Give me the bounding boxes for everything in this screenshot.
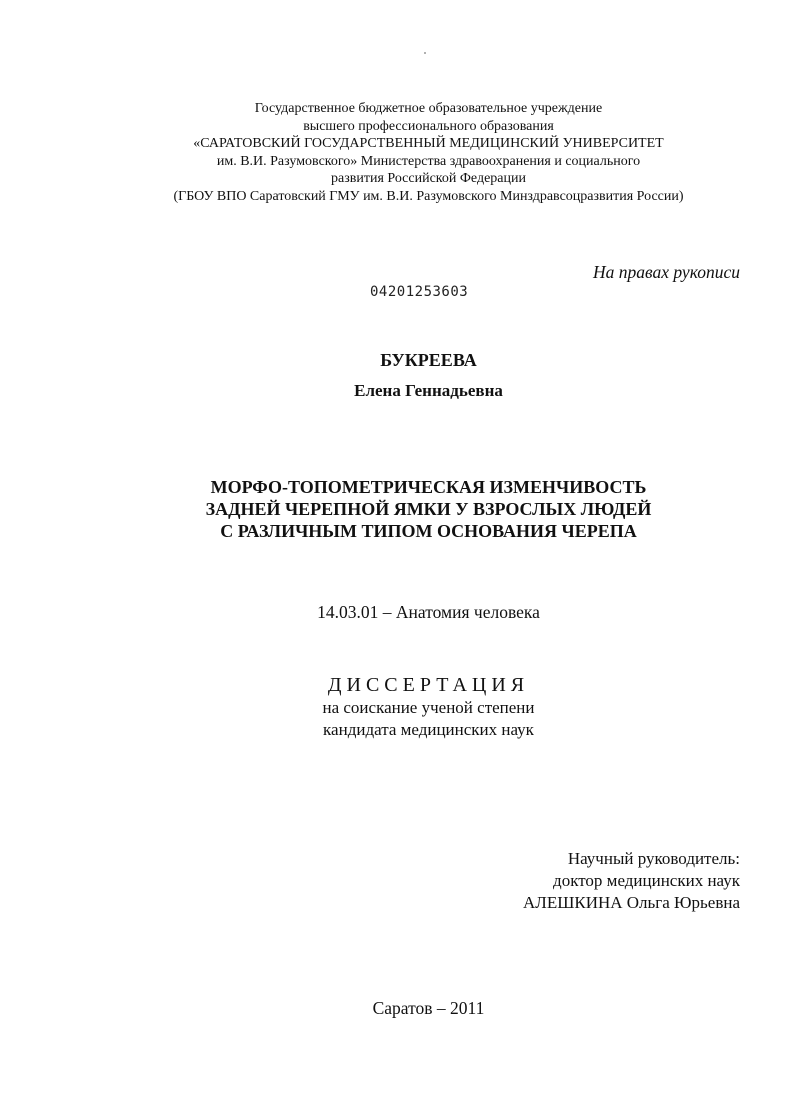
title-line: ЗАДНЕЙ ЧЕРЕПНОЙ ЯМКИ У ВЗРОСЛЫХ ЛЮДЕЙ — [205, 499, 652, 519]
scan-speck — [424, 52, 426, 54]
degree-line: кандидата медицинских наук — [323, 720, 534, 739]
supervisor-line: доктор медицинских наук — [553, 871, 740, 890]
supervisor-line: Научный руководитель: — [567, 849, 740, 868]
document-type: ДИССЕРТАЦИЯ — [327, 674, 530, 696]
supervisor-line: АЛЕШКИНА Ольга Юрьевна — [523, 893, 740, 912]
institution-header — [30, 100, 797, 205]
institution-line: развития Российской Федерации — [330, 171, 526, 186]
supervisor-block — [523, 848, 740, 914]
institution-line: (ГБОУ ВПО Саратовский ГМУ им. В.И. Разумовского Минздравсоцразвития России) — [173, 188, 684, 204]
dissertation-title — [30, 476, 797, 542]
title-line: МОРФО-ТОПОМЕТРИЧЕСКАЯ ИЗМЕНЧИВОСТЬ — [210, 477, 647, 497]
institution-line: Государственное бюджетное образовательное учреждение — [254, 101, 603, 116]
degree-statement — [30, 697, 797, 741]
author-given-names: Елена Геннадьевна — [354, 381, 503, 400]
title-line: С РАЗЛИЧНЫМ ТИПОМ ОСНОВАНИЯ ЧЕРЕПА — [220, 521, 637, 541]
institution-line: «САРАТОВСКИЙ ГОСУДАРСТВЕННЫЙ МЕДИЦИНСКИЙ УНИВЕРСИТЕТ — [193, 136, 664, 151]
author-surname: БУКРЕЕВА — [380, 350, 477, 370]
degree-line: на соискание ученой степени — [322, 698, 535, 717]
registry-code: 04201253603 — [370, 284, 469, 300]
institution-line: им. В.И. Разумовского» Министерства здравоохранения и социального — [216, 153, 641, 169]
city-year: Саратов – 2011 — [372, 998, 485, 1018]
manuscript-note: На правах рукописи — [593, 262, 740, 282]
institution-line: высшего профессионального образования — [303, 118, 554, 134]
specialty-code: 14.03.01 – Анатомия человека — [317, 602, 540, 622]
